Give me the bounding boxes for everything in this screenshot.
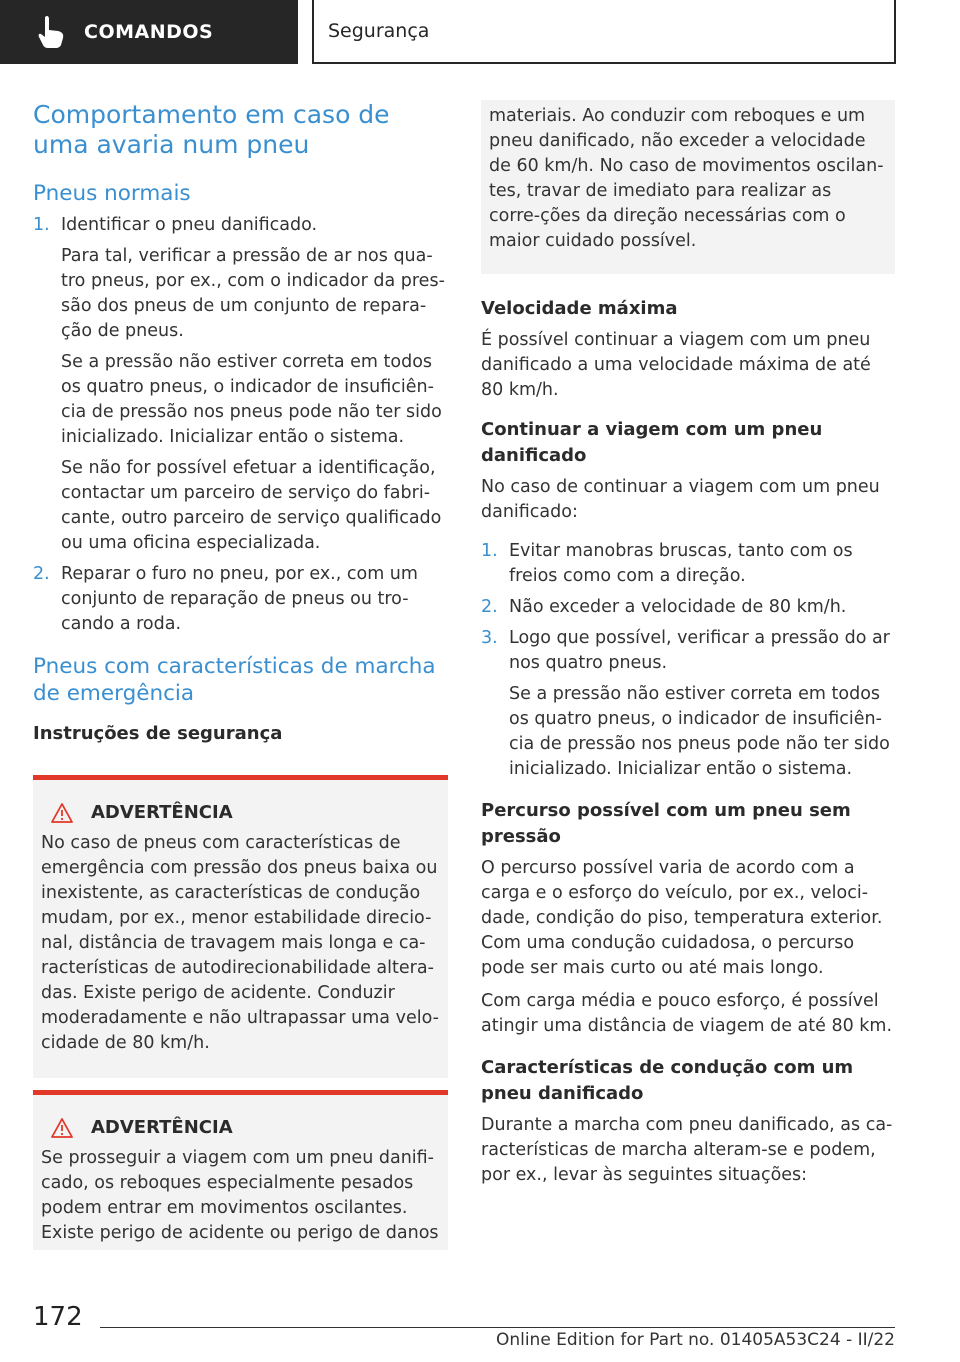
warning-box [33, 1090, 448, 1250]
left-column [33, 100, 448, 1250]
warning-text: No caso de pneus com características de emergência com pressão dos pneus baixa ou inexistente, as características de condução mudam, por ex., menor estabilidade direcio-nal, distância de travagem mais longa e ca-racterísticas de autodirecionabilidade altera-das. Existe perigo de acidente. Conduzir moderadamente e não ultrapassar uma velo-cidade de 80 km/h. [41, 833, 439, 1053]
distance-text: O percurso possível varia de acordo com a carga e o esforço do veículo, por ex., veloci-dade, condição do piso, temperatura exterior. Com uma condução cuidadosa, o percurso pode ser mais curto ou até mais longo. [481, 858, 883, 978]
distance-text: Com carga média e pouco esforço, é possível atingir uma distância de viagem de até 80 km. [481, 991, 893, 1036]
max-speed-text: É possível continuar a viagem com um pneu danificado a uma velocidade máxima de até 80 km/h. [481, 330, 871, 400]
subsection-box [312, 0, 896, 64]
max-speed-heading: Velocidade máxima [481, 298, 678, 319]
list-text: Para tal, verificar a pressão de ar nos qua-tro pneus, por ex., com o indicador da pres-são dos pneus de um conjunto de repara-ção de pneus. [61, 246, 445, 341]
warning-triangle-icon [51, 803, 73, 823]
list-item [481, 595, 895, 620]
list-text: Se a pressão não estiver correta em todos os quatro pneus, o indicador de insuficiên-cia de pressão nos pneus pode não ter sido inicializado. Inicializar então o sistema. [509, 684, 890, 779]
safety-heading: Instruções de segurança [33, 723, 283, 744]
continue-heading: Continuar a viagem com um pneu danificado [481, 419, 823, 466]
list-item [33, 213, 448, 556]
list-item [481, 626, 895, 782]
list-text: Identificar o pneu danificado. [61, 215, 318, 235]
list-item [33, 562, 448, 637]
list-text: Logo que possível, verificar a pressão do ar nos quatro pneus. [509, 628, 890, 673]
driving-text: Durante a marcha com pneu danificado, as ca-racterísticas de marcha alteram-se e podem, por ex., levar às seguintes situações: [481, 1115, 893, 1185]
warning-text: materiais. Ao conduzir com reboques e um pneu danificado, não exceder a velocidade de 60 km/h. No caso de movimentos oscilan-tes, travar de imediato para realizar as corre-ções da direção necessárias com o maior cuidado possível. [489, 106, 884, 251]
list-number: 1. [481, 541, 498, 561]
warning-box-continued [481, 100, 895, 274]
normal-tyres-heading: Pneus normais [33, 181, 191, 206]
continue-intro: No caso de continuar a viagem com um pneu danificado: [481, 477, 880, 522]
edition-note: Online Edition for Part no. 01405A53C24 - II/22 [495, 1330, 895, 1350]
continue-steps-list [481, 539, 895, 782]
normal-steps-list [33, 213, 448, 637]
section-title: COMANDOS [84, 21, 214, 43]
hand-pointer-icon [36, 15, 66, 49]
list-number: 1. [33, 215, 50, 235]
list-text: Se a pressão não estiver correta em todos os quatro pneus, o indicador de insuficiên-cia de pressão nos pneus pode não ter sido inicializado. Inicializar então o sistema. [61, 352, 442, 447]
list-item [481, 539, 895, 589]
main-heading: Comportamento em caso de uma avaria num pneu [33, 100, 390, 159]
runflat-heading: Pneus com características de marcha de emergência [33, 654, 436, 706]
warning-box [33, 775, 448, 1078]
distance-heading: Percurso possível com um pneu sem pressão [481, 800, 851, 847]
driving-heading: Características de condução com um pneu danificado [481, 1057, 854, 1104]
warning-text: Se prosseguir a viagem com um pneu danifi-cado, os reboques especialmente pesados podem entrar em movimentos oscilantes. Existe perigo de acidente ou perigo de danos [41, 1148, 439, 1243]
list-number: 2. [33, 564, 50, 584]
chapter-tab [0, 0, 298, 64]
list-number: 2. [481, 597, 498, 617]
list-number: 3. [481, 628, 498, 648]
list-text: Se não for possível efetuar a identificação, contactar um parceiro de serviço do fabri-cante, outro parceiro de serviço qualificado ou uma oficina especializada. [61, 458, 442, 553]
page-number: 172 [33, 1302, 83, 1332]
list-text: Não exceder a velocidade de 80 km/h. [509, 597, 847, 617]
right-column [481, 100, 895, 1188]
warning-triangle-icon [51, 1118, 73, 1138]
subsection-title: Segurança [328, 20, 430, 42]
warning-title: ADVERTÊNCIA [91, 802, 233, 823]
footer-divider [100, 1327, 895, 1328]
list-text: Reparar o furo no pneu, por ex., com um conjunto de reparação de pneus ou tro-cando a roda. [61, 564, 418, 634]
list-text: Evitar manobras bruscas, tanto com os freios como com a direção. [509, 541, 853, 586]
warning-title: ADVERTÊNCIA [91, 1117, 233, 1138]
